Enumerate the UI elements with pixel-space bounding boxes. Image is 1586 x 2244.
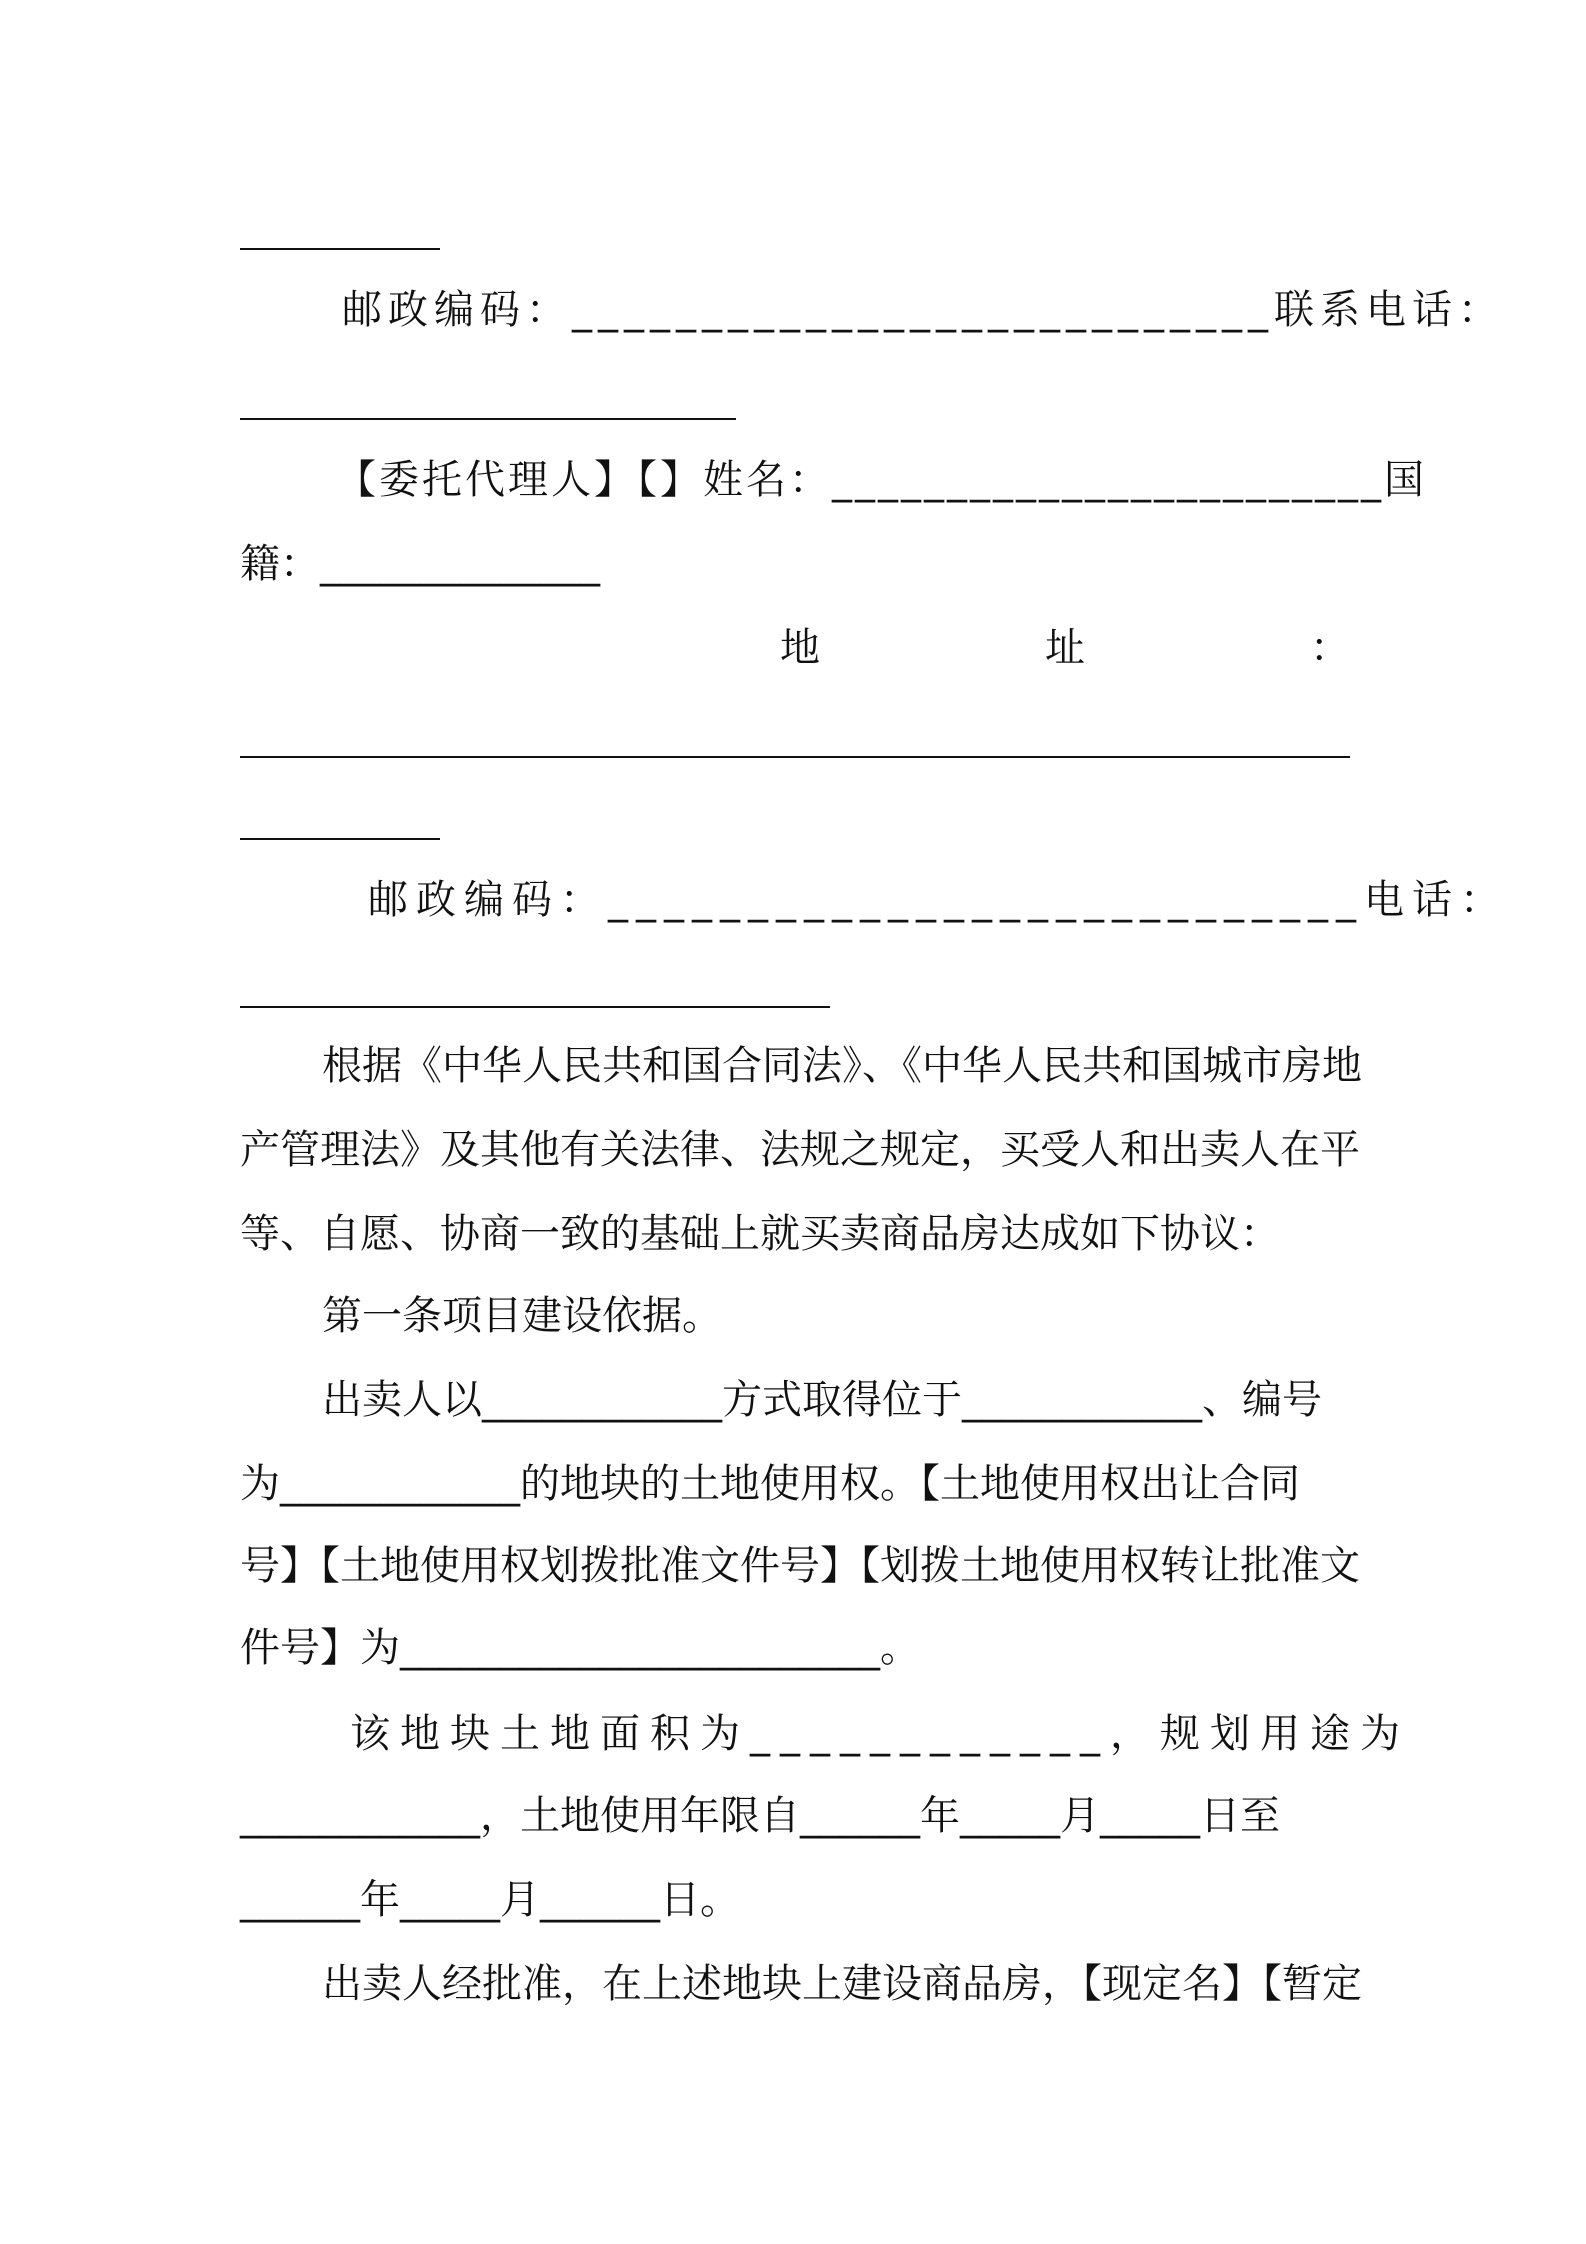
nationality-line: 籍：______________ xyxy=(240,541,600,587)
article-one-line-3: 号】【土地使用权划拨批准文件号】【划拨土地使用权转让批准文 xyxy=(240,1543,1360,1589)
land-area-line-1: 该地块土地面积为____________，规划用途为 xyxy=(350,1711,1410,1757)
article-one-line-4: 件号】为________________________。 xyxy=(240,1625,920,1671)
article-one-line-1: 出卖人以____________方式取得位于____________、编号 xyxy=(322,1377,1322,1423)
article-one-line-2: 为____________的地块的土地使用权。【土地使用权出让合同 xyxy=(240,1461,1300,1507)
address-char-1: 地 xyxy=(780,625,820,671)
address-label-line xyxy=(780,620,1350,676)
land-area-line-2: ____________，土地使用年限自______年_____月_____日至 xyxy=(240,1793,1280,1839)
address-char-2: 址 xyxy=(1045,625,1085,671)
blank-line-address xyxy=(240,756,1350,758)
land-area-line-3: ______年_____月______日。 xyxy=(240,1877,740,1923)
blank-line-phone-2 xyxy=(240,1006,830,1008)
blank-line-address-2 xyxy=(240,838,440,840)
postal-code-phone-line: 邮政编码：___________________________联系电话： xyxy=(342,287,1504,333)
article-one-heading: 第一条项目建设依据。 xyxy=(322,1293,722,1339)
address-colon: ： xyxy=(1310,625,1350,671)
blank-line-top xyxy=(240,248,440,250)
paragraph-basis-2: 产管理法》及其他有关法律、法规之规定，买受人和出卖人在平 xyxy=(240,1127,1360,1173)
agent-name-line: 【委托代理人】【】姓名：________________________国 xyxy=(336,457,1427,503)
blank-line-phone xyxy=(240,418,736,420)
postal-code-phone-line-2: 邮政编码：___________________________电话： xyxy=(368,877,1508,923)
paragraph-basis-3: 等、自愿、协商一致的基础上就买卖商品房达成如下协议： xyxy=(240,1211,1280,1257)
seller-approval-line: 出卖人经批准，在上述地块上建设商品房，【现定名】【暂定 xyxy=(322,1961,1362,2007)
paragraph-basis-1: 根据《中华人民共和国合同法》、《中华人民共和国城市房地 xyxy=(322,1043,1362,1089)
